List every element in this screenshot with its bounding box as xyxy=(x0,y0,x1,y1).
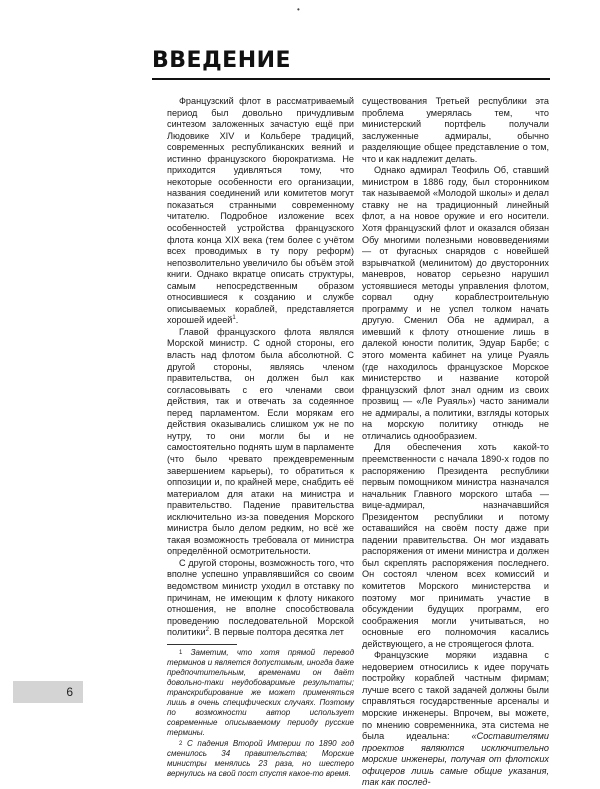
paragraph: Главой французского флота являлся Морской министр. С одной стороны, его власть над флотом была абсолютной. С другой стороны, являясь членом правительства, он должен был как согласовывать с его членами свои действия, так и отвечать за содеянное перед парламентом. Если морякам его действия оказывались слишком уж не по нутру, то они могли бы и не самостоятельно поднять шум в парламенте (что было чревато преждевременным завершением карьеры), то обратиться к оппозиции и, по крайней мере, снабдить её материалом для атаки на министра и правительство. Падение правительства исключительно из-за поведения Морского министра было делом редким, но всё же такая возможность требовала от министра определённой осмотрительности. xyxy=(167,326,354,557)
footnote-1: $^1$ Заметим, что хотя прямой перевод терминов и является допустимым, иногда даже предпочтительным, временами он даёт довольно-таки неудобоваримые результаты; транскрибирование же может применяться лишь в очень специфических случаях. Поэтому по возможности автор использует современные описываемому периоду русские термины. xyxy=(167,647,354,738)
paragraph: Французский флот в рассматриваемый период был довольно причудливым синтезом заложенных зачастую ещё при Людовике XIV и Кольбере традиций, современных республиканских веяний и истинно французского бюрократизма. Не приходится удивляться тому, что некоторые особенности его организации, названия соединений или комитетов могут показаться странными современному читателю. Подробное изложение всех особенностей устройства французского флота конца XIX века (тем более с учётом всех проводимых в ту пору реформ) непозволительно увеличило бы объём этой книги. Однако вкратце описать структуры, самым непосредственным образом относившиеся к созданию и службе описываемых кораблей, представляется хорошей идеей$^1$. xyxy=(167,96,354,326)
page-number: 6 xyxy=(66,685,73,699)
paragraph: Однако адмирал Теофиль Об, ставший министром в 1886 году, был сторонником так называемой «Молодой школы» и делал ставку не на традиционный линейный флот, а на новое оружие и его носители. Хотя французский флот и оказался обязан Обу многими полезными нововведениями — от фугасных снарядов с новейшей взрывчаткой (мелинитом) до двусторонних маневров, новатор серьезно нарушил устоявшиеся методы управления флотом, сорвал одну кораблестроительную программу и не успел толком начать другую. Сменил Оба не адмирал, а имевший к флоту отношение лишь в далекой юности политик, Эдуар Барбе; с этого момента кабинет на улице Руаяль (где находилось французское Морское министерство и название которой французский флот знал одним из своих прозвищ — «Ле Руаяль») часто занимали не адмиралы, а политики, взгляды которых на морскую политику отнюдь не отличались однообразием. xyxy=(362,165,549,441)
title-rule xyxy=(152,78,550,80)
footnote-ref: 1 xyxy=(232,315,236,322)
page-number-tab xyxy=(13,681,83,703)
footnote-rule xyxy=(167,644,237,645)
paragraph: Для обеспечения хоть какой-то преемственности с начала 1890-х годов по распоряжению Президента республики первым помощником министра назначался начальник Главного морского штаба — вице-адмирал, назначавшийся Президентом республики и потому оставашийся на своём посту даже при падении правительства. Он мог издавать распоряжения от имени министра и должен был скреплять распоряжения последнего. Он состоял членом всех комиссий и комитетов Морского министерства и поэтому мог принимать участие в обсуждении будущих программ, его соображения могли учитываться, но основные его полномочия касались действующего, а не строящегося флота. xyxy=(362,442,549,649)
footnote-ref: 2 xyxy=(205,627,209,634)
left-column xyxy=(167,96,354,779)
right-column xyxy=(362,96,549,789)
title-block xyxy=(152,48,552,80)
footnote-2: $^2$ С падения Второй Империи по 1890 год сменилось 34 правительства; Морские министры менялись 23 раза, но шестеро вернулись на свой пост спустя какое-то время. xyxy=(167,738,354,778)
paragraph: Французские моряки издавна с недоверием относились к идее поручать постройку кораблей частным фирмам; лучше всего с такой задачей должны были справляться государственные арсеналы и морские инженеры. Впрочем, вы можете, по мнению современника, эта система не была идеальна: «Составителями проектов являются исключительно морские инженеры, получая от флотских офицеров лишь самые общие указания, так как послед- xyxy=(362,650,549,788)
top-mark: • xyxy=(297,5,300,14)
quote: «Составителями проектов являются исключительно морские инженеры, получая от флотских офицеров лишь самые общие указания, так как послед- xyxy=(362,731,549,788)
paragraph: существования Третьей республики эта проблема умерялась тем, что министерский портфель получали заслуженные адмиралы, обычно разделяющие общее представление о том, что и как надлежит делать. xyxy=(362,96,549,164)
paragraph: С другой стороны, возможность того, что вполне успешно управлявшийся со своим ведомством министр уходил в отставку по причинам, не имеющим к флоту никакого отношения, не вполне способствовала проведению последовательной Морской политики$^2$. В первые полтора десятка лет xyxy=(167,557,354,638)
page-title: ВВЕДЕНИЕ xyxy=(152,48,292,73)
